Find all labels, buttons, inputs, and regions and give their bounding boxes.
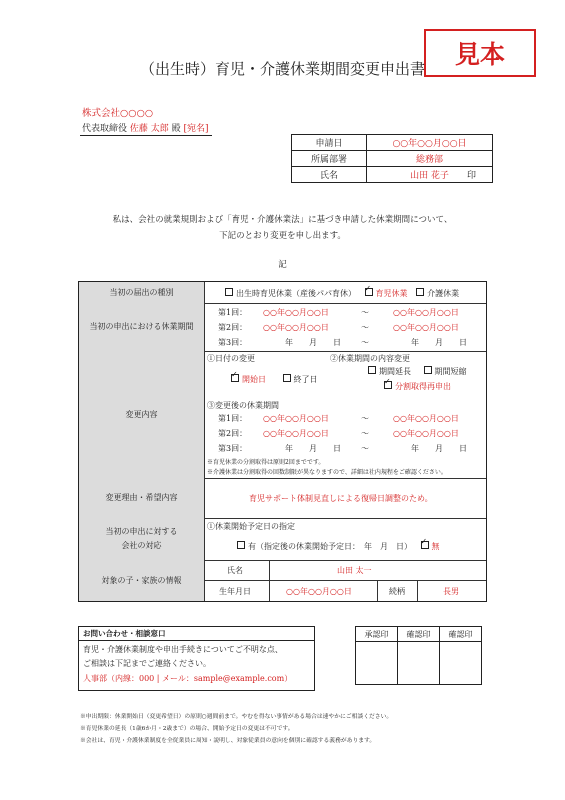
period-end: ○○年○○月○○日 (393, 308, 459, 317)
period-end: 年 月 日 (411, 338, 467, 347)
period-ordinal: 第1回： (218, 308, 248, 317)
option-label: 出生時育児休業（産後パパ育休） (236, 289, 356, 298)
document-title: （出生時）育児・介護休業期間変更申出書 (139, 60, 425, 78)
option-label: 開始日 (242, 375, 266, 384)
child-name-value: 山田 太一 (337, 566, 372, 575)
period-end: ○○年○○月○○日 (393, 323, 459, 332)
period-ordinal: 第2回： (218, 323, 248, 332)
period-start: ○○年○○月○○日 (263, 429, 329, 438)
checkbox-nursing-leave[interactable] (416, 288, 424, 296)
child-name-label: 氏名 (227, 566, 243, 575)
child-birth-value: ○○年○○月○○日 (286, 587, 352, 596)
date-change-options (231, 374, 318, 385)
change-details-row (79, 351, 486, 479)
label-line: 会社の対応 (121, 541, 162, 550)
content-change-options (384, 381, 451, 392)
ki-mark: 記 (278, 260, 287, 270)
contact-detail[interactable]: （内線：000 | メール：sample@example.com） (107, 674, 293, 683)
initial-period-label: 当初の申出における休業期間 (79, 303, 205, 351)
response-options (237, 541, 440, 552)
option-label: 終了日 (293, 375, 318, 384)
checkbox-extend[interactable] (368, 366, 376, 374)
child-divider (417, 580, 418, 601)
child-divider (204, 580, 486, 581)
footer-note: ※申出期限：休業開始日（変更希望日）の原則○週間前まで。やむを得ない事情がある場合は速やかにご相談ください。 (80, 714, 393, 720)
change-details-label: 変更内容 (79, 351, 205, 478)
approval-header: 確認印 (398, 627, 440, 642)
period-tilde: ～ (361, 323, 369, 332)
name-value: 山田 花子 (410, 171, 449, 181)
period-ordinal: 第3回： (218, 444, 248, 453)
reason-row (79, 478, 486, 519)
option-label: 期間短縮 (434, 367, 467, 376)
checkbox-end-date[interactable] (283, 374, 291, 382)
option-label: 分割取得再申出 (395, 382, 451, 391)
child-relation-value: 長男 (443, 587, 459, 596)
period-start: ○○年○○月○○日 (263, 308, 329, 317)
intro-text (0, 212, 565, 244)
approval-stamp-row (356, 642, 482, 685)
checkbox-childcare-leave[interactable] (365, 288, 373, 296)
name-cell (367, 167, 493, 183)
reason-label: 変更理由・希望内容 (79, 478, 205, 518)
period-ordinal: 第3回： (218, 338, 248, 347)
company-response-row (79, 518, 486, 561)
checkbox-not-designated[interactable] (421, 541, 429, 549)
period-tilde: ～ (361, 429, 369, 438)
company-response-label (79, 518, 205, 560)
department-label: 所属部署 (292, 151, 367, 167)
content-change-title: ②休業期間の内容変更 (330, 354, 410, 363)
approval-header: 承認印 (356, 627, 398, 642)
contact-info (83, 673, 292, 684)
applicant-row (292, 135, 493, 151)
applicant-table (291, 134, 493, 183)
leave-type-row (79, 282, 486, 304)
leave-type-options (225, 288, 459, 299)
approval-stamp-box[interactable] (440, 642, 482, 685)
sample-stamp: 見本 (424, 29, 536, 77)
department-value: 総務部 (367, 151, 493, 167)
option-label: 介護休業 (427, 289, 460, 298)
footer-note: ※育児休業の延長（1歳6か月・2歳まで）の場合、開始予定日の変更は不可です。 (80, 726, 294, 732)
rep-note: [宛名] (183, 124, 209, 134)
applicant-row (292, 151, 493, 167)
option-label: 有（指定後の休業開始予定日： 年 月 日） (248, 542, 412, 551)
approval-stamp-box[interactable] (398, 642, 440, 685)
label-line: 当初の申出に対する (105, 527, 178, 536)
approval-header-row (356, 627, 482, 642)
applicant-row (292, 167, 493, 183)
option-label: 育児休業 (375, 289, 408, 298)
checkbox-shorten[interactable] (424, 366, 432, 374)
reason-value: 育児サポート体制見直しによる復帰日調整のため。 (249, 494, 433, 503)
change-note: ※育児休業の分割取得は原則2回までです。 (207, 459, 325, 466)
period-start: ○○年○○月○○日 (263, 323, 329, 332)
initial-period-row (79, 303, 486, 352)
intro-line: 私は、会社の就業規則および「育児・介護休業法」に基づき申請した休業期間について、 (112, 215, 453, 225)
period-start: ○○年○○月○○日 (263, 414, 329, 423)
child-relation-label: 続柄 (389, 587, 405, 596)
period-ordinal: 第1回： (218, 414, 248, 423)
child-divider (377, 580, 378, 601)
rep-prefix: 代表取締役 (82, 124, 128, 134)
child-divider (269, 560, 270, 601)
addressee-company: 株式会社○○○○ (82, 108, 154, 119)
child-info-label: 対象の子・家族の情報 (79, 560, 205, 601)
checkbox-birth-leave[interactable] (225, 288, 233, 296)
checkbox-start-date[interactable] (231, 374, 239, 382)
child-birth-label: 生年月日 (219, 587, 251, 596)
checkbox-designated[interactable] (237, 541, 245, 549)
approval-stamp-box[interactable] (356, 642, 398, 685)
intro-line: 下記のとおり変更を申し出ます。 (219, 231, 346, 241)
date-value: ○○年○○月○○日 (367, 135, 493, 151)
after-period-title: ③変更後の休業期間 (207, 401, 279, 410)
period-start: 年 月 日 (285, 444, 341, 453)
option-label: 無 (431, 542, 440, 551)
child-info-row (79, 560, 486, 601)
contact-box (78, 626, 315, 691)
date-label: 申請日 (292, 135, 367, 151)
checkbox-split-reapply[interactable] (384, 381, 392, 389)
period-end: 年 月 日 (411, 444, 467, 453)
contact-title: お問い合わせ・相談窓口 (79, 627, 314, 641)
period-tilde: ～ (361, 338, 369, 347)
change-note: ※介護休業は分割取得の回数制限が異なりますので、詳細は社内規程をご確認ください。 (207, 469, 447, 476)
main-form-table (78, 281, 487, 602)
option-label: 期間延長 (379, 367, 411, 376)
contact-line: 育児・介護休業制度や申出手続きについてご不明な点、 (83, 645, 283, 654)
period-ordinal: 第2回： (218, 429, 248, 438)
period-tilde: ～ (361, 308, 369, 317)
approval-header: 確認印 (440, 627, 482, 642)
seal-mark: 印 (466, 171, 476, 181)
footer-notes (80, 711, 392, 747)
rep-name: 佐藤 太郎 (129, 124, 169, 134)
footer-note: ※会社は、育児・介護休業制度を全従業員に周知・説明し、対象従業員の意向を個別に確認する義務があります。 (80, 738, 376, 744)
period-end: ○○年○○月○○日 (393, 414, 459, 423)
approval-table (355, 626, 482, 685)
contact-line: ご相談は下記までご連絡ください。 (83, 659, 211, 668)
period-end: ○○年○○月○○日 (393, 429, 459, 438)
period-tilde: ～ (361, 444, 369, 453)
contact-dept: 人事部 (83, 674, 107, 683)
period-tilde: ～ (361, 414, 369, 423)
rep-suffix: 殿 (171, 124, 181, 134)
name-label: 氏名 (292, 167, 367, 183)
content-change-options (368, 366, 467, 377)
period-start: 年 月 日 (285, 338, 341, 347)
addressee-representative (82, 121, 209, 134)
response-title: ①休業開始予定日の指定 (207, 522, 295, 531)
date-change-title: ①日付の変更 (207, 354, 255, 363)
leave-type-label: 当初の届出の種別 (79, 282, 205, 303)
addressee-underline (80, 135, 212, 136)
